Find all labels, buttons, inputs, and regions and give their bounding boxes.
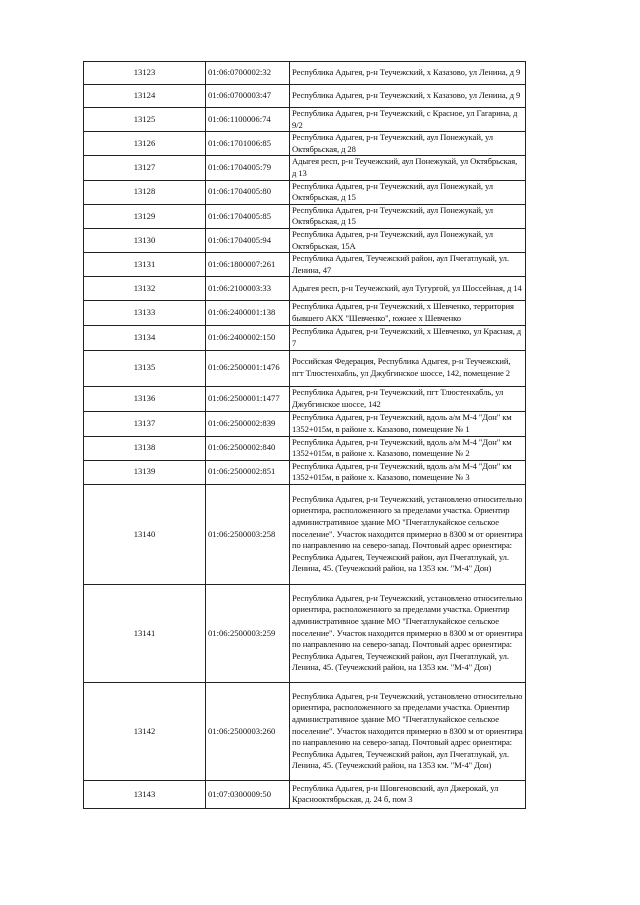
table-row (84, 108, 526, 132)
table-row (84, 484, 526, 584)
row-number: 13126 (84, 132, 206, 156)
row-number: 13131 (84, 253, 206, 277)
address: Российская Федерация, Республика Адыгея, р-н Теучежский, пгт Тлюстенхабль, ул Джубгинское шоссе, 142, помещение 2 (290, 350, 526, 386)
table-row (84, 132, 526, 156)
cadastral-number: 01:06:2500003:258 (206, 484, 290, 584)
row-number: 13140 (84, 484, 206, 584)
cadastral-number: 01:06:2500002:839 (206, 411, 290, 436)
row-number: 13124 (84, 85, 206, 108)
address: Республика Адыгея, р-н Теучежский, х Шевченко, территория бывшего АКХ "Шевченко", южнее х Шевченко (290, 301, 526, 325)
cadastral-number: 01:06:0700003:47 (206, 85, 290, 108)
cadastral-number: 01:06:2500003:259 (206, 584, 290, 682)
address: Республика Адыгея, р-н Теучежский, вдоль а/м М-4 "Дон" км 1352+015м, в районе х. Казазово, помещение № 3 (290, 460, 526, 484)
table-row (84, 156, 526, 180)
row-number: 13128 (84, 180, 206, 204)
row-number: 13138 (84, 436, 206, 460)
row-number: 13132 (84, 277, 206, 301)
row-number: 13142 (84, 682, 206, 780)
cadastral-number: 01:06:2500003:260 (206, 682, 290, 780)
cadastral-number: 01:06:2500002:851 (206, 460, 290, 484)
table-row (84, 436, 526, 460)
row-number: 13135 (84, 350, 206, 386)
table-row (84, 62, 526, 85)
address: Республика Адыгея, р-н Теучежский, вдоль а/м М-4 "Дон" км 1352+015м, в районе х. Казазово, помещение № 2 (290, 436, 526, 460)
cadastral-number: 01:06:1704005:79 (206, 156, 290, 180)
address: Республика Адыгея, р-н Теучежский, установлено относительно ориентира, расположенного за пределами участка. Ориентир административное здание МО "Пчегатлукайское сельское поселение". Участок находится примерно в 8300 м от ориентира по направлению на северо-запад. Почтовый адрес ориентира: Республика Адыгея, Теучежский район, аул Пчегатлукай, ул. Ленина, 45. (Теучежский район, на 1353 км. "М-4" Дон) (290, 484, 526, 584)
registry-table (83, 61, 526, 809)
row-number: 13129 (84, 204, 206, 228)
cadastral-number: 01:06:1704005:80 (206, 180, 290, 204)
cadastral-number: 01:06:0700002:32 (206, 62, 290, 85)
address: Республика Адыгея, р-н Теучежский, пгт Тлюстенхабль, ул Джубгинское шоссе, 142 (290, 386, 526, 411)
address: Адыгея респ, р-н Теучежский, аул Тугургой, ул Шоссейная, д 14 (290, 277, 526, 301)
table-row (84, 253, 526, 277)
cadastral-number: 01:06:2500002:840 (206, 436, 290, 460)
address: Республика Адыгея, р-н Теучежский, аул Понежукай, ул Октябрьская, д 28 (290, 132, 526, 156)
row-number: 13130 (84, 228, 206, 252)
row-number: 13133 (84, 301, 206, 325)
cadastral-number: 01:06:1701006:85 (206, 132, 290, 156)
address: Республика Адыгея, р-н Теучежский, аул Понежукай, ул Октябрьская, 15А (290, 228, 526, 252)
table-row (84, 277, 526, 301)
address: Республика Адыгея, р-н Теучежский, х Шевченко, ул Красная, д 7 (290, 325, 526, 350)
row-number: 13136 (84, 386, 206, 411)
address: Адыгея респ, р-н Теучежский, аул Понежукай, ул Октябрьская, д 13 (290, 156, 526, 180)
row-number: 13141 (84, 584, 206, 682)
address: Республика Адыгея, р-н Теучежский, вдоль а/м М-4 "Дон" км 1352+015м, в районе х. Казазово, помещение № 1 (290, 411, 526, 436)
address: Республика Адыгея, р-н Теучежский, установлено относительно ориентира, расположенного за пределами участка. Ориентир административное здание МО "Пчегатлукайское сельское поселение". Участок находится примерно в 8300 м от ориентира по направлению на северо-запад. Почтовый адрес ориентира: Республика Адыгея, Теучежский район, аул Пчегатлукай, ул. Ленина, 45. (Теучежский район, на 1353 км. "М-4" Дон) (290, 584, 526, 682)
row-number: 13125 (84, 108, 206, 132)
cadastral-number: 01:06:2500001:1477 (206, 386, 290, 411)
table-row (84, 301, 526, 325)
row-number: 13139 (84, 460, 206, 484)
table-row (84, 411, 526, 436)
table-row (84, 460, 526, 484)
cadastral-number: 01:06:1800007:261 (206, 253, 290, 277)
cadastral-number: 01:06:1704005:94 (206, 228, 290, 252)
table-row (84, 584, 526, 682)
table-row (84, 350, 526, 386)
table-row (84, 228, 526, 252)
table-row (84, 180, 526, 204)
table-row (84, 386, 526, 411)
cadastral-number: 01:06:1100006:74 (206, 108, 290, 132)
cadastral-number: 01:06:2100003:33 (206, 277, 290, 301)
row-number: 13123 (84, 62, 206, 85)
row-number: 13137 (84, 411, 206, 436)
row-number: 13143 (84, 780, 206, 808)
address: Республика Адыгея, Теучежский район, аул Пчегатлукай, ул. Ленина, 47 (290, 253, 526, 277)
address: Республика Адыгея, р-н Теучежский, с Красное, ул Гагарина, д 9/2 (290, 108, 526, 132)
address: Республика Адыгея, р-н Теучежский, аул Понежукай, ул Октябрьская, д 15 (290, 180, 526, 204)
cadastral-number: 01:06:1704005:85 (206, 204, 290, 228)
row-number: 13134 (84, 325, 206, 350)
address: Республика Адыгея, р-н Теучежский, аул Понежукай, ул Октябрьская, д 15 (290, 204, 526, 228)
cadastral-number: 01:07:0300009:50 (206, 780, 290, 808)
cadastral-number: 01:06:2500001:1476 (206, 350, 290, 386)
table-row (84, 204, 526, 228)
address: Республика Адыгея, р-н Теучежский, х Казазово, ул Ленина, д 9 (290, 62, 526, 85)
address: Республика Адыгея, р-н Теучежский, х Казазово, ул Ленина, д 9 (290, 85, 526, 108)
cadastral-number: 01:06:2400001:138 (206, 301, 290, 325)
table-row (84, 780, 526, 808)
table-row (84, 85, 526, 108)
table-row (84, 325, 526, 350)
address: Республика Адыгея, р-н Шовгеновский, аул Джерокай, ул Краснооктябрьская, д. 24 б, пом 3 (290, 780, 526, 808)
row-number: 13127 (84, 156, 206, 180)
table-row (84, 682, 526, 780)
address: Республика Адыгея, р-н Теучежский, установлено относительно ориентира, расположенного за пределами участка. Ориентир административное здание МО "Пчегатлукайское сельское поселение". Участок находится примерно в 8300 м от ориентира по направлению на северо-запад. Почтовый адрес ориентира: Республика Адыгея, Теучежский район, аул Пчегатлукай, ул. Ленина, 45. (Теучежский район, на 1353 км. "М-4" Дон) (290, 682, 526, 780)
cadastral-number: 01:06:2400002:150 (206, 325, 290, 350)
